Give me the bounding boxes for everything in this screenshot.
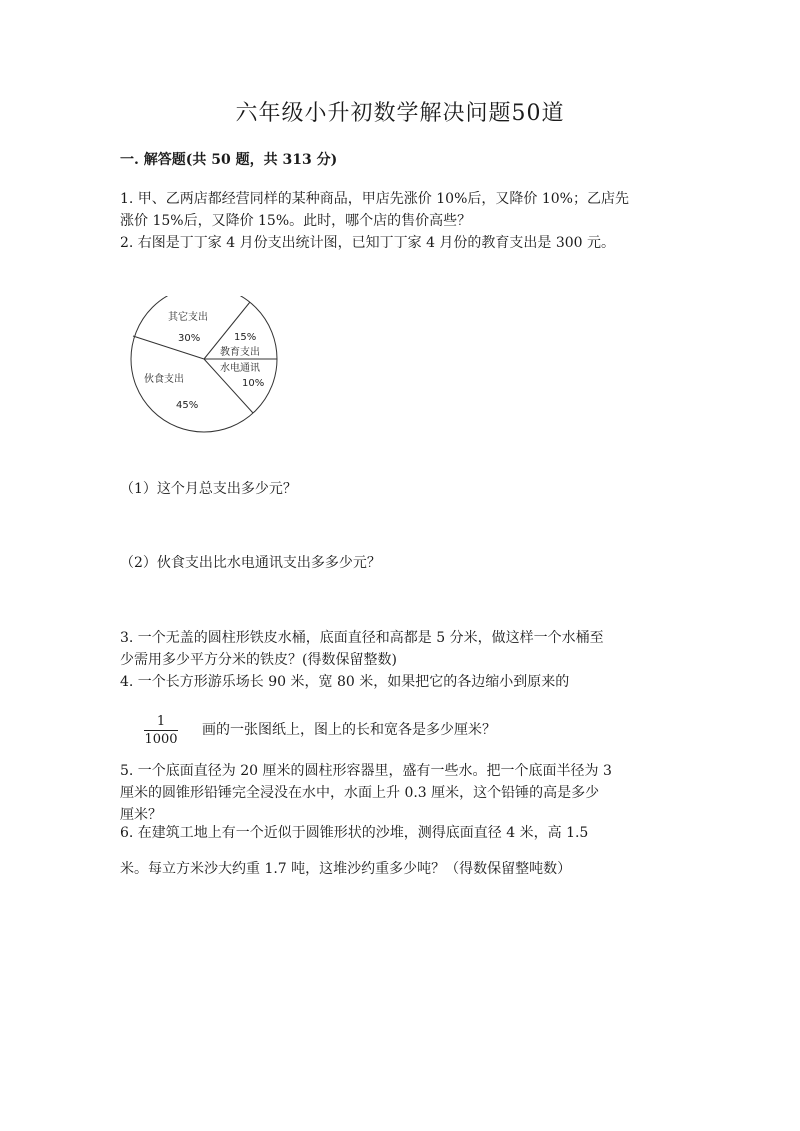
fraction-denominator: 1000 [144,732,178,747]
question-4-line-2: 画的一张图纸上，图上的长和宽各是多少厘米？ [202,722,496,738]
page-title: 六年级小升初数学解决问题50道 [235,101,565,126]
fraction-bar [144,730,178,731]
slice-label-other: 其它支出 [168,312,208,323]
question-2-part-1: （1）这个月总支出多少元？ [120,481,297,497]
question-5-line-3: 厘米？ [120,807,162,823]
question-2-text: 2. 右图是丁丁家 4 月份支出统计图，已知丁丁家 4 月份的教育支出是 300 元。 [120,235,616,251]
slice-value-other: 30% [178,333,201,344]
fraction-one-thousandth [144,714,178,747]
slice-label-education: 教育支出 [220,347,260,358]
question-6-line-2: 米。每立方米沙大约重 1.7 吨，这堆沙约重多少吨？（得数保留整吨数） [120,861,572,877]
slice-value-food: 45% [176,400,199,411]
question-6-line-1: 6. 在建筑工地上有一个近似于圆锥形状的沙堆，测得底面直径 4 米，高 1.5 [120,825,589,841]
question-4-line-1: 4. 一个长方形游乐场长 90 米，宽 80 米，如果把它的各边缩小到原来的 [120,674,570,690]
slice-label-utilities: 水电通讯 [220,363,260,374]
question-5-line-2: 厘米的圆锥形铅锤完全浸没在水中，水面上升 0.3 厘米，这个铅锤的高是多少 [120,785,600,801]
question-5-line-1: 5. 一个底面直径为 20 厘米的圆柱形容器里，盛有一些水。把一个底面半径为 3 [120,763,612,779]
question-1-line-2: 涨价 15%后，又降价 15%。此时，哪个店的售价高些？ [120,213,472,229]
question-3-line-2: 少需用多少平方分米的铁皮？(得数保留整数) [120,652,397,668]
fraction-numerator: 1 [156,714,166,729]
question-3-line-1: 3. 一个无盖的圆柱形铁皮水桶，底面直径和高都是 5 分米，做这样一个水桶至 [120,630,604,646]
slice-label-food: 伙食支出 [144,374,184,385]
section-heading: 一. 解答题(共 50 题，共 313 分) [120,152,338,168]
slice-value-utilities: 10% [242,378,265,389]
question-1-line-1: 1. 甲、乙两店都经营同样的某种商品，甲店先涨价 10%后，又降价 10%；乙店先 [120,191,629,207]
slice-value-education: 15% [234,332,257,343]
expense-pie-chart [124,296,284,436]
question-2-part-2: （2）伙食支出比水电通讯支出多多少元？ [120,555,381,571]
